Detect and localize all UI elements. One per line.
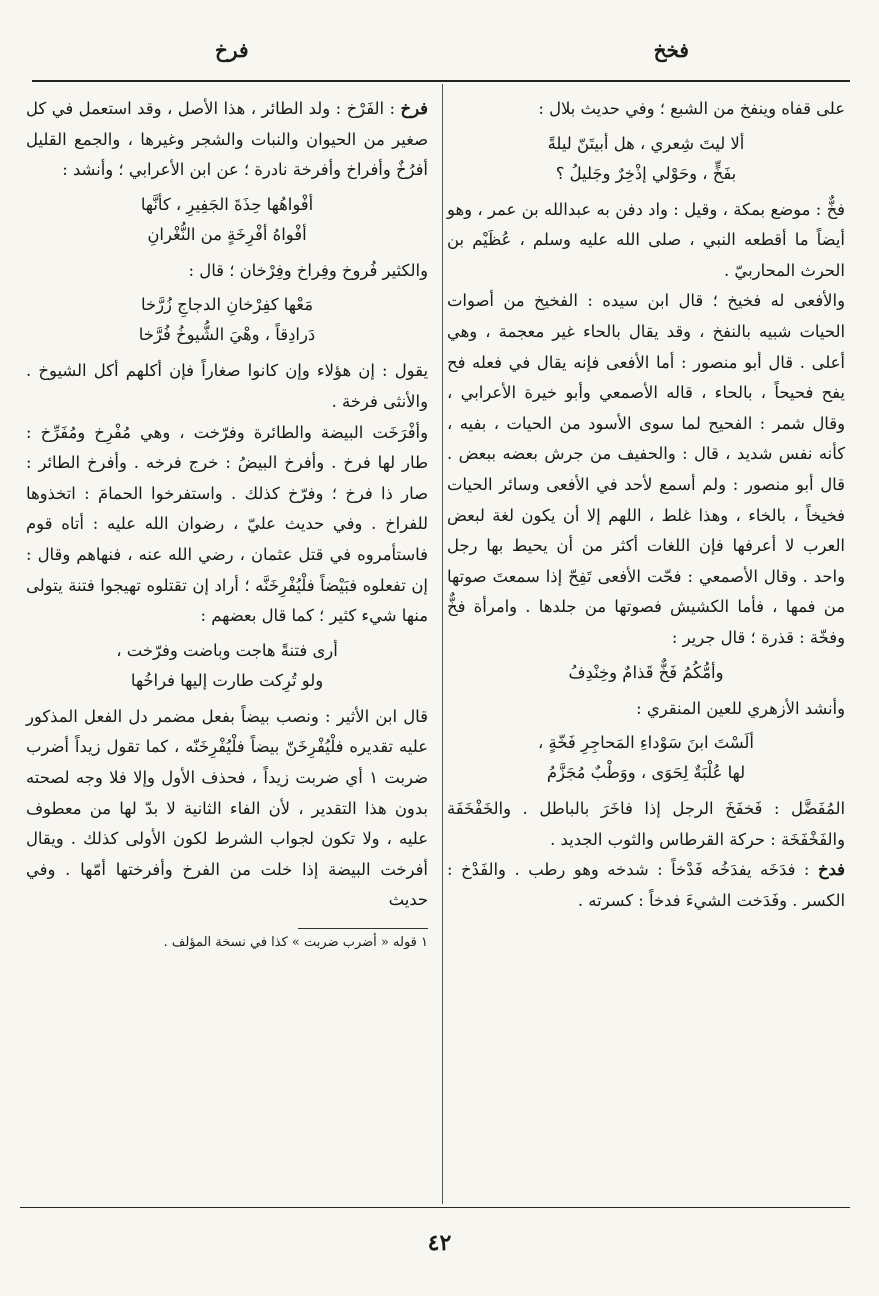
running-head-right: فخخ [653,38,689,62]
paragraph: يقول : إن هؤلاء وإن كانوا صغاراً فإن أكلهم أكل الشيوخ . والأنثى فرخة . [26,361,428,411]
column-separator [442,84,443,1204]
paragraph: قال ابن الأثير : ونصب بيضاً بفعل مضمر دل الفعل المذكور عليه تقديره فلْيُفْرِخَنّ بيضاً فلْيُفْرِخَنّه ، كما تقول زيداً أضرب ضربت ١ أي ضربت زيداً ، فحذف الأول وإلا فلا وجه لصحته بدون هذا التقدير ، لأن الفاء الثانية لا بدّ لها من معطوف عليه ، ولا تكون لجواب الشرط لكون الأولى كذلك . ويقال أفرخت البيضة إذا خلت من الفرخ وأفرختها أمّها . وفي حديث [26,706,428,910]
verse-line: وأمُّكُمُ فَخٌّ قَذامٌ وخِنْدِفُ [568,662,724,682]
verse-line: ألا ليتَ شِعري ، هل أبيتَنّ ليلةً [547,133,745,153]
verse-block [447,129,845,189]
running-head-left: فرخ [215,38,249,62]
left-column [26,94,428,953]
verse-block [26,290,428,350]
verse-line: مَعْها كفِرْخانِ الدجاجِ زُرَّخا [141,295,313,315]
verse-block [447,658,845,688]
verse-block [26,190,428,250]
verse-line: ألَسْتَ ابنَ سَوْداءِ المَحاجِرِ فَخّةٍ ، [538,733,754,753]
paragraph: والأفعى له فخيخ ؛ قال ابن سيده : الفخيخ من أصوات الحيات شبيه بالنفخ ، وقد يقال بالحاء غير معجمة ، وهي أعلى . قال أبو منصور : أما الأفعى فإنه يقال في فعله فح يفح فحيحاً ، بالحاء ، قاله الأصمعي وأبو خيرة الأعرابي ، وقال شمر : الفحيح لما سوى الأسود من الحيات ، بفيه ، كأنه نفس شديد ، قال : والحفيف من جرش بعضه ببعض . قال أبو منصور : ولم أسمع لأحد في الأفعى وسائر الحيات فخيخاً ، بالخاء ، وهذا غلط ، اللهم إلا أن يكون لغة لبعض العرب لا أعرفها فإن اللغات أكثر من أن يحيط بها رجل واحد . وقال الأصمعي : فحّت الأفعى تَفِحّ إذا سمعتَ صوتها من فمها ، فأما الكشيش فصوتها من جلدها . وامرأة فخٌّ وفخّة : قذرة ؛ قال جرير : [447,291,845,647]
paragraph: وأنشد الأزهري للعين المنقري : [636,698,845,718]
footnote: ١ قوله « أضرب ضربت » كذا في نسخة المؤلف . [163,934,428,950]
paragraph: والكثير فُروخ وفِراخ وفِرْخان ؛ قال : [188,260,428,280]
page-number: ٤٢ [427,1230,452,1256]
entry-headword: فدخ [817,860,845,880]
paragraph: فخٌّ : موضع بمكة ، وقيل : واد دفن به عبدالله بن عمر ، وهو أيضاً ما أقطعه النبي ، صلى الله عليه وسلم ، عُظَيْم بن الحرث المحاربيّ . [447,199,845,280]
paragraph: على قفاه وينفخ من الشبع ؛ وفي حديث بلال : [538,99,845,118]
paragraph: فرخ : الفَرْخ : ولد الطائر ، هذا الأصل ، وقد استعمل في كل صغير من الحيوان والنبات والشجر وغيرها ، والجمع القليل أفرُخٌ وأفراخ وأفرخة نادرة ؛ عن ابن الأعرابي ؛ وأنشد : [26,99,428,180]
verse-line: أفْواهُ أفْرِخَةٍ من النُّغْرانِ [147,224,307,244]
paragraph: وأفْرَخَت البيضة والطائرة وفرّخت ، وهي مُفْرِخ ومُفَرِّخ : طار لها فرخ . وأفرخ البيضُ : خرج فرخه . وأفرخ الطائر : صار ذا فرخ ؛ وفرّخ كذلك . واستفرخوا الحمامَ : اتخذوها للفراخ . وفي حديث عليّ ، رضوان الله عليه : أتاه قوم فاستأمروه في قتل عثمان ، رضي الله عنه ، فنهاهم وقال : إن تفعلوه فبَيْضاً فلْيُفْرِخَنَّه ؛ أراد إن تقتلوه تهيجوا فتنة يتولى منها شيء كثير ؛ كما قال بعضهم : [26,422,428,626]
right-column [447,94,845,916]
verse-line: ولو تُرِكت طارت إليها فراخُها [130,670,324,690]
verse-line: لها عُلْبَةٌ لِحَوَى ، ووَطْبٌ مُجَزَّمُ [546,763,746,783]
paragraph: فدخ : فدَخَه يفدَخُه فَدْخاً : شدخه وهو رطب . والفَدْخ : الكسر . وفَدَخت الشيءَ فدخاً : كسرته . [447,860,845,910]
verse-line: دَرادِقاً ، وهْيَ الشُّيوخُ فُرَّخا [138,325,316,345]
entry-headword: فرخ [400,99,428,118]
top-rule [32,80,850,82]
bottom-rule [20,1207,850,1208]
paragraph: المُفَضَّل : فَخفَخَ الرجل إذا فاخَرَ بالباطل . والخَفْخَفَة والفَخْفَخَة : حركة القرطاس والثوب الجديد . [447,799,845,849]
verse-line: بفَخٍّ ، وحَوْلي إذْخِرٌ وجَليلُ ؟ [555,163,737,183]
footnote-rule [298,928,428,929]
verse-line: أفْواهُها حِذَةَ الجَفِيرِ ، كأنَّها [140,194,314,214]
verse-block [447,728,845,788]
verse-block [26,636,428,696]
verse-line: أرى فتنةً هاجت وباضت وفرّخت ، [116,640,338,660]
